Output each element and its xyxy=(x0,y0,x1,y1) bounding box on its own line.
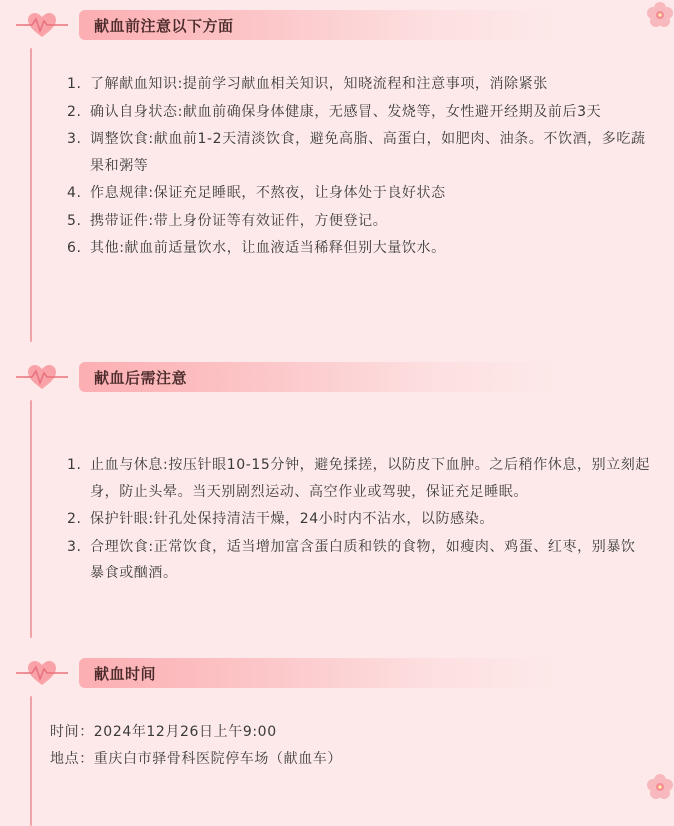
item-text: 合理饮食:正常饮食，适当增加富含蛋白质和铁的食物，如瘦肉、鸡蛋、红枣，别暴饮暴食或酗酒。 xyxy=(90,538,636,581)
section-header xyxy=(79,658,559,688)
section-header xyxy=(79,10,559,40)
item-text: 其他:献血前适量饮水，让血液适当稀释但别大量饮水。 xyxy=(90,240,446,256)
event-location: 地点：重庆白市驿骨科医院停车场（献血车） xyxy=(50,751,342,767)
section-title: 献血时间 xyxy=(94,664,157,683)
timeline-line xyxy=(30,400,32,638)
heart-heartbeat-icon xyxy=(14,10,70,40)
section-before-donation xyxy=(0,0,674,342)
list-item xyxy=(67,180,650,207)
precaution-list xyxy=(67,71,650,263)
list-item xyxy=(67,452,650,505)
event-time: 时间：2024年12月26日上午9:00 xyxy=(50,724,277,740)
item-text: 携带证件:带上身份证等有效证件，方便登记。 xyxy=(90,212,388,229)
list-item xyxy=(67,208,650,235)
aftercare-list xyxy=(67,452,650,588)
item-number: 1. xyxy=(67,457,82,473)
item-number: 2. xyxy=(67,511,82,527)
section-after-donation xyxy=(0,355,674,638)
section-title: 献血后需注意 xyxy=(94,368,188,387)
timeline-line xyxy=(30,48,32,342)
item-number: 1. xyxy=(67,76,82,92)
section-donation-time xyxy=(0,650,674,826)
list-item xyxy=(67,534,650,587)
section-title: 献血前注意以下方面 xyxy=(94,16,234,35)
section-header xyxy=(79,362,559,392)
item-text: 作息规律:保证充足睡眠，不熬夜，让身体处于良好状态 xyxy=(90,185,446,201)
item-text: 了解献血知识:提前学习献血相关知识，知晓流程和注意事项，消除紧张 xyxy=(90,76,548,92)
heart-heartbeat-icon xyxy=(14,658,70,688)
item-number: 3. xyxy=(67,131,82,147)
item-number: 2. xyxy=(67,103,82,120)
heart-heartbeat-icon xyxy=(14,362,70,392)
list-item xyxy=(67,99,650,126)
item-text: 确认自身状态:献血前确保身体健康，无感冒、发烧等，女性避开经期及前后3天 xyxy=(90,103,602,120)
item-text: 止血与休息:按压针眼10-15分钟，避免揉搓，以防皮下血肿。之后稍作休息，别立刻起身，防止头晕。当天别剧烈运动、高空作业或驾驶，保证充足睡眠。 xyxy=(90,457,650,500)
item-number: 4. xyxy=(67,185,82,201)
item-text: 保护针眼:针孔处保持清洁干燥，24小时内不沾水，以防感染。 xyxy=(90,511,494,527)
item-text: 调整饮食:献血前1-2天清淡饮食，避免高脂、高蛋白，如肥肉、油条。不饮酒，多吃蔬果和粥等 xyxy=(90,131,646,174)
list-item xyxy=(67,71,650,98)
item-number: 5. xyxy=(67,212,82,229)
item-number: 6. xyxy=(67,240,82,256)
list-item xyxy=(67,235,650,262)
list-item xyxy=(67,506,650,533)
timeline-line xyxy=(30,696,32,826)
item-number: 3. xyxy=(67,538,82,555)
list-item xyxy=(67,126,650,179)
